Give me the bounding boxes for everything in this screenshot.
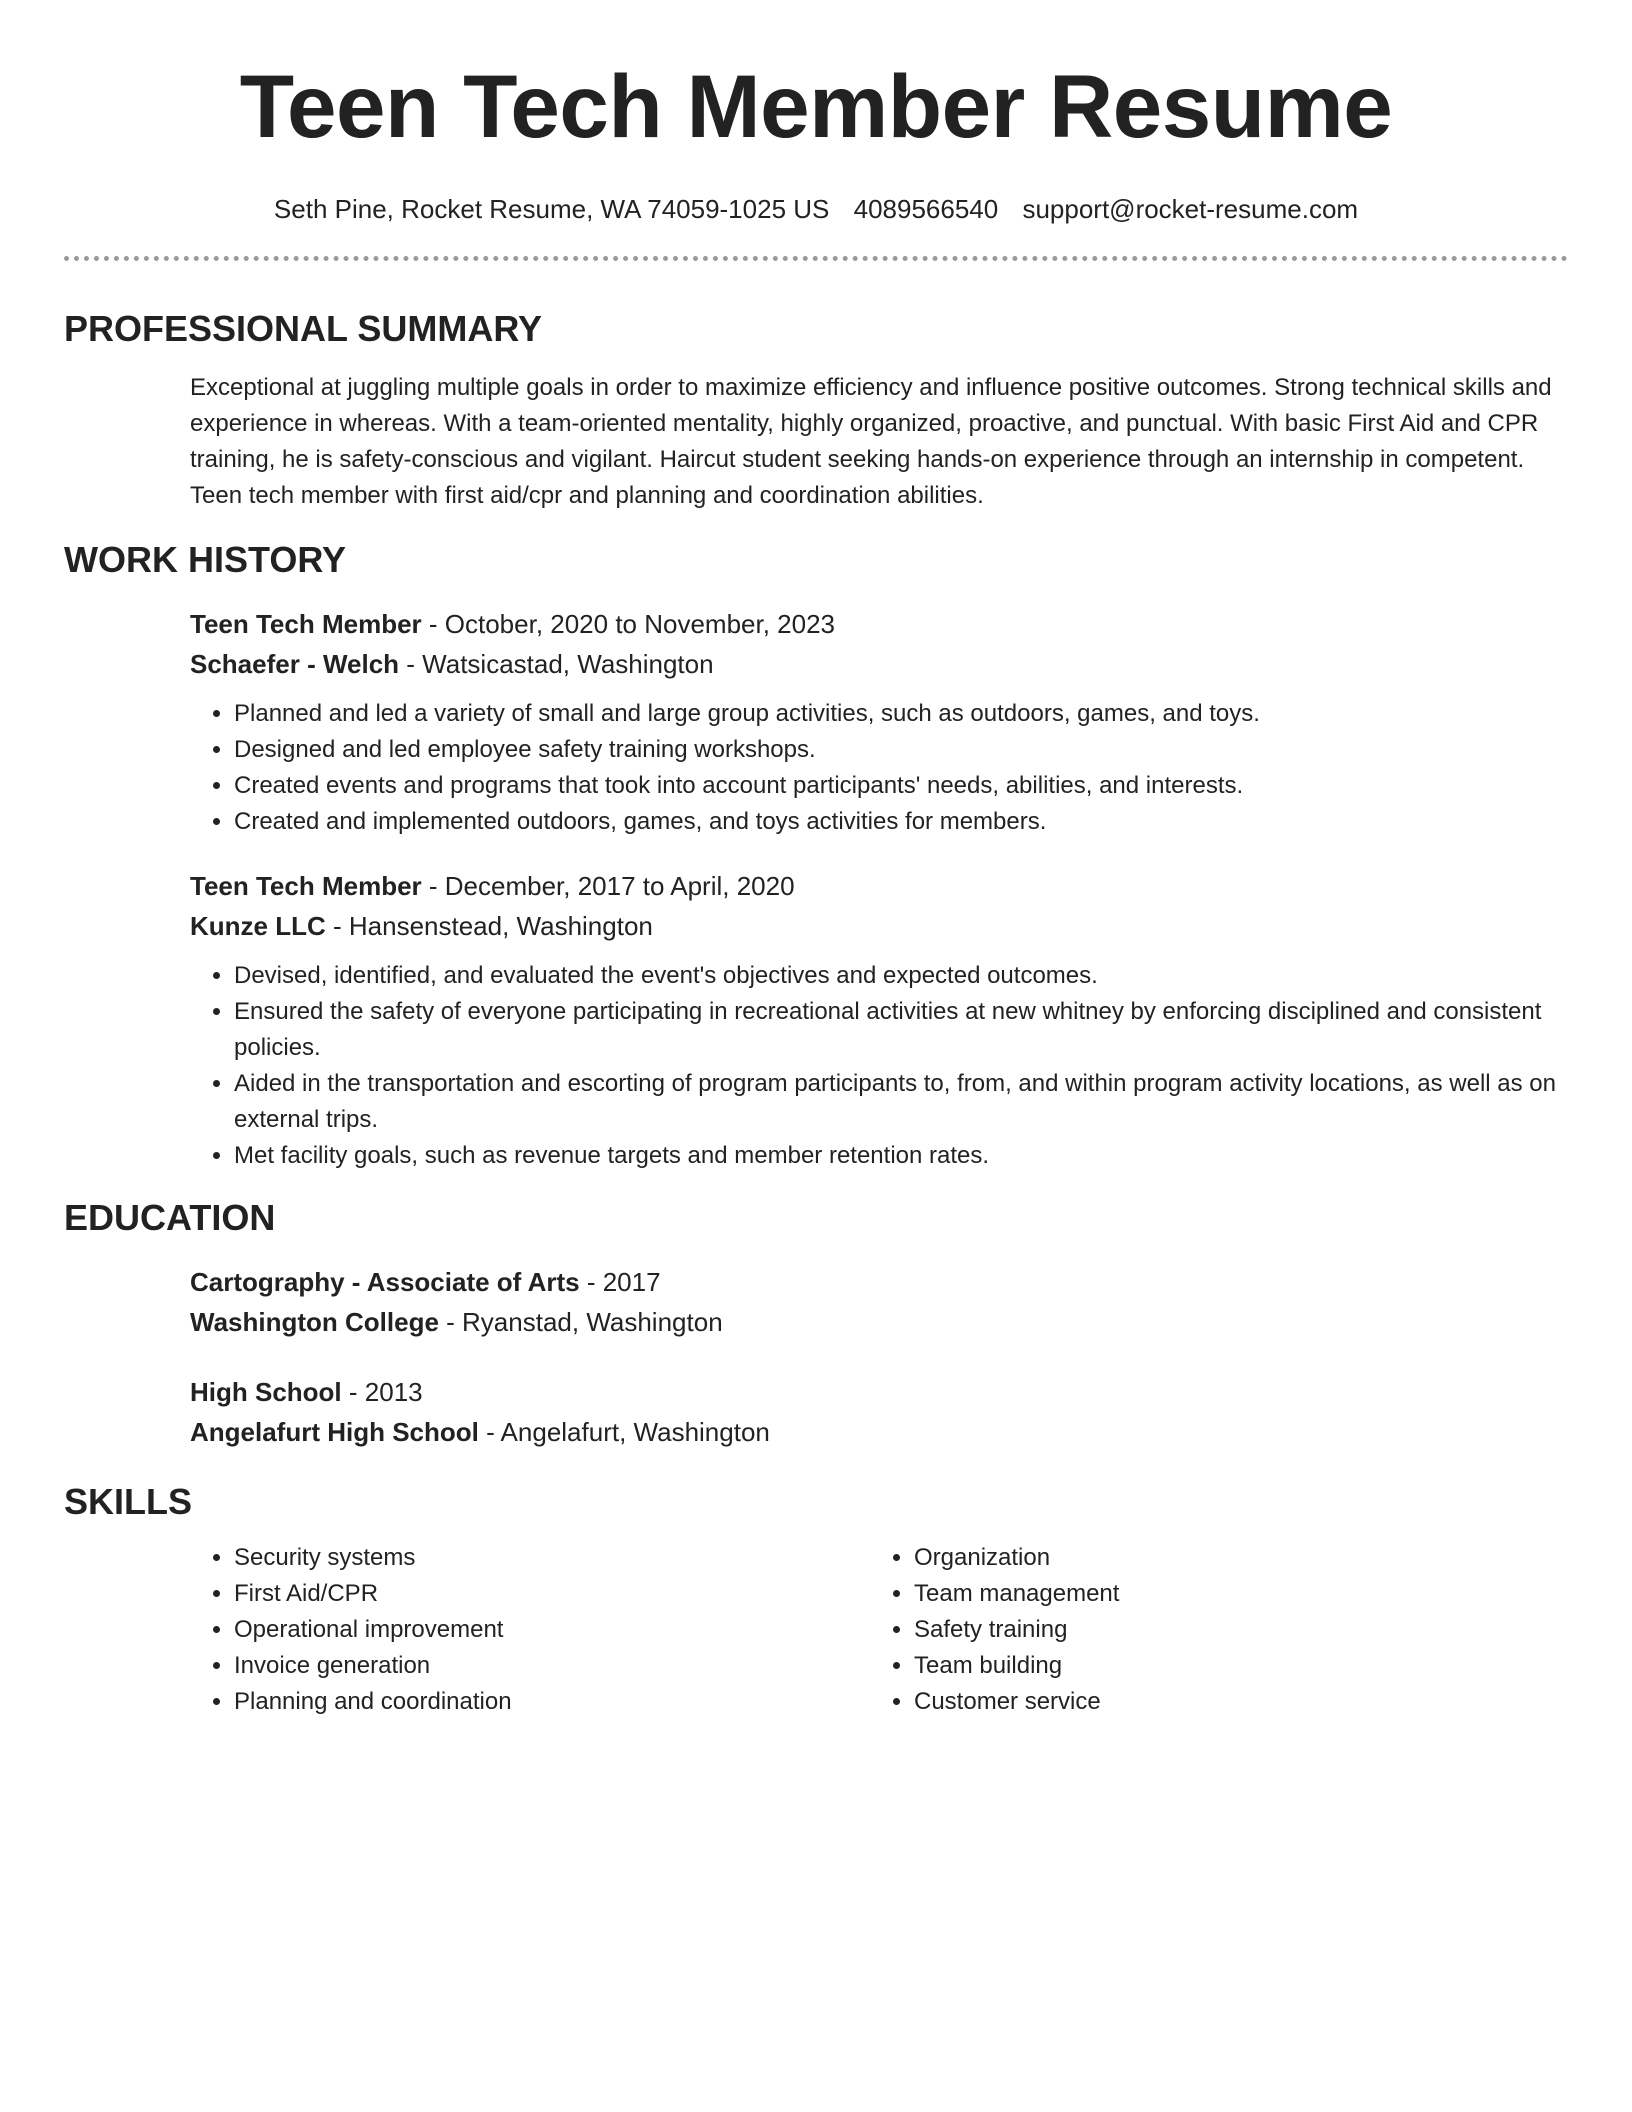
job-bullet: • Planned and led a variety of small and large group activities, such as outdoors, games, and toys. (234, 696, 1568, 732)
school-line (190, 1302, 1568, 1342)
job-location: - Hansenstead, Washington (325, 911, 653, 941)
header-divider (64, 256, 1568, 261)
job-bullet: • Ensured the safety of everyone participating in recreational activities at new whitney by enforcing disciplined and consistent policies. (234, 994, 1568, 1066)
resume-title: Teen Tech Member Resume (239, 56, 1393, 156)
job-bullet: • Met facility goals, such as revenue targets and member retention rates. (234, 1138, 1568, 1174)
skill-item: • Security systems (234, 1540, 870, 1576)
skill-item: • First Aid/CPR (234, 1576, 870, 1612)
summary-text: Exceptional at juggling multiple goals in order to maximize efficiency and influence positive outcomes. Strong technical skills and experience in whereas. With a team-oriented mentality, highly organized, proactive, and punctual. With basic First Aid and CPR training, he is safety-conscious and vigilant. Haircut student seeking hands-on experience through an internship in competent. Teen tech member with first aid/cpr and planning and coordination abilities. (190, 374, 1552, 509)
education-entry (190, 1372, 1568, 1452)
job-company: Schaefer - Welch (190, 649, 400, 679)
skill-item: • Team management (914, 1576, 1550, 1612)
education-entry (190, 1262, 1568, 1342)
job-bullet: • Designed and led employee safety training workshops. (234, 732, 1568, 768)
degree-year: - 2017 (579, 1267, 661, 1297)
skill-item: • Team building (914, 1648, 1550, 1684)
job-entry (190, 604, 1568, 840)
job-dates: - December, 2017 to April, 2020 (421, 871, 795, 901)
job-bullet: • Aided in the transportation and escorting of program participants to, from, and within program activity locations, as well as on external trips. (234, 1066, 1568, 1138)
job-company: Kunze LLC (190, 911, 326, 941)
school-name: Angelafurt High School (190, 1417, 479, 1447)
degree-line (190, 1372, 1568, 1412)
job-entry (190, 866, 1568, 1174)
school-line (190, 1412, 1568, 1452)
degree-name: Cartography - Associate of Arts (190, 1267, 580, 1297)
skill-item: • Organization (914, 1540, 1550, 1576)
job-location: - Watsicastad, Washington (399, 649, 714, 679)
job-company-line (190, 644, 1568, 684)
contact-address: Seth Pine, Rocket Resume, WA 74059-1025 US (273, 194, 830, 224)
summary-heading: PROFESSIONAL SUMMARY (64, 308, 543, 349)
skills-column-right (870, 1540, 1550, 1720)
degree-year: - 2013 (341, 1377, 423, 1407)
job-title: Teen Tech Member (190, 609, 422, 639)
job-title-line (190, 866, 1568, 906)
skills-heading: SKILLS (64, 1481, 193, 1522)
skill-item: • Safety training (914, 1612, 1550, 1648)
job-bullets (190, 958, 1568, 1174)
work-history-heading: WORK HISTORY (64, 539, 347, 580)
school-location: - Ryanstad, Washington (438, 1307, 723, 1337)
job-title-line (190, 604, 1568, 644)
job-bullet: • Created and implemented outdoors, games, and toys activities for members. (234, 804, 1568, 840)
school-name: Washington College (190, 1307, 439, 1337)
contact-phone: 4089566540 (853, 194, 999, 224)
job-bullets (190, 696, 1568, 840)
contact-line (64, 194, 1568, 224)
skill-item: • Planning and coordination (234, 1684, 870, 1720)
contact-email: support@rocket-resume.com (1022, 194, 1359, 224)
job-bullet: • Devised, identified, and evaluated the event's objectives and expected outcomes. (234, 958, 1568, 994)
job-company-line (190, 906, 1568, 946)
school-location: - Angelafurt, Washington (478, 1417, 770, 1447)
skills-column-left (190, 1540, 870, 1720)
skill-item: • Customer service (914, 1684, 1550, 1720)
skill-item: • Operational improvement (234, 1612, 870, 1648)
job-bullet: • Created events and programs that took into account participants' needs, abilities, and interests. (234, 768, 1568, 804)
skill-item: • Invoice generation (234, 1648, 870, 1684)
job-dates: - October, 2020 to November, 2023 (421, 609, 836, 639)
degree-line (190, 1262, 1568, 1302)
education-heading: EDUCATION (64, 1197, 276, 1238)
degree-name: High School (190, 1377, 342, 1407)
job-title: Teen Tech Member (190, 871, 422, 901)
skills-list (190, 1540, 1568, 1720)
